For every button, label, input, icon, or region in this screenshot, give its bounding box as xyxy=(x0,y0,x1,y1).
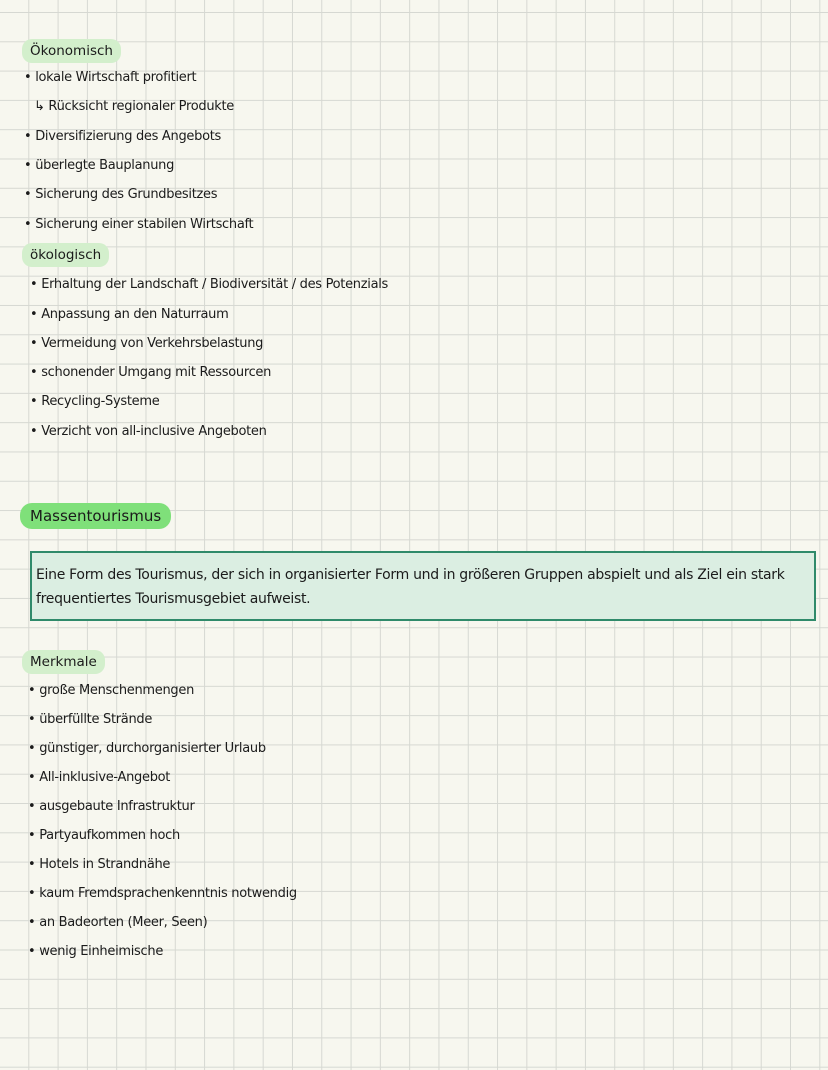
definition-box xyxy=(30,551,816,621)
list-item: • Recycling-Systeme xyxy=(30,394,160,409)
list-item: • Sicherung des Grundbesitzes xyxy=(24,187,218,202)
list-item: • Vermeidung von Verkehrsbelastung xyxy=(30,336,264,351)
heading-merkmale: Merkmale xyxy=(22,650,105,674)
list-item: • ausgebaute Infrastruktur xyxy=(28,799,195,814)
list-item: • kaum Fremdsprachenkenntnis notwendig xyxy=(28,886,297,901)
heading-oekonomisch: Ökonomisch xyxy=(22,39,121,63)
list-item: • Verzicht von all-inclusive Angeboten xyxy=(30,424,267,439)
list-item: • überfüllte Strände xyxy=(28,712,153,727)
list-item: • Partyaufkommen hoch xyxy=(28,828,180,843)
list-item: • schonender Umgang mit Ressourcen xyxy=(30,365,272,380)
list-item: • an Badeorten (Meer, Seen) xyxy=(28,915,208,930)
list-item: • überlegte Bauplanung xyxy=(24,158,175,173)
list-item: • große Menschenmengen xyxy=(28,683,195,698)
list-item: • Anpassung an den Naturraum xyxy=(30,307,229,322)
heading-oekologisch: ökologisch xyxy=(22,243,109,267)
list-item: • All-inklusive-Angebot xyxy=(28,770,171,785)
list-item: • günstiger, durchorganisierter Urlaub xyxy=(28,741,266,756)
list-item: • lokale Wirtschaft profitiert xyxy=(24,70,197,85)
heading-massentourismus: Massentourismus xyxy=(20,503,171,529)
list-item: • Sicherung einer stabilen Wirtschaft xyxy=(24,217,254,232)
list-item: • Diversifizierung des Angebots xyxy=(24,129,221,144)
list-item: • Hotels in Strandnähe xyxy=(28,857,171,872)
list-item: • Erhaltung der Landschaft / Biodiversität / des Potenzials xyxy=(30,277,389,292)
list-item: ↳ Rücksicht regionaler Produkte xyxy=(34,99,234,114)
list-item: • wenig Einheimische xyxy=(28,944,164,959)
definition-text: Eine Form des Tourismus, der sich in organisierter Form und in größeren Gruppen abspielt und als Ziel ein stark frequentiertes Tourismusgebiet aufweist. xyxy=(36,567,785,607)
